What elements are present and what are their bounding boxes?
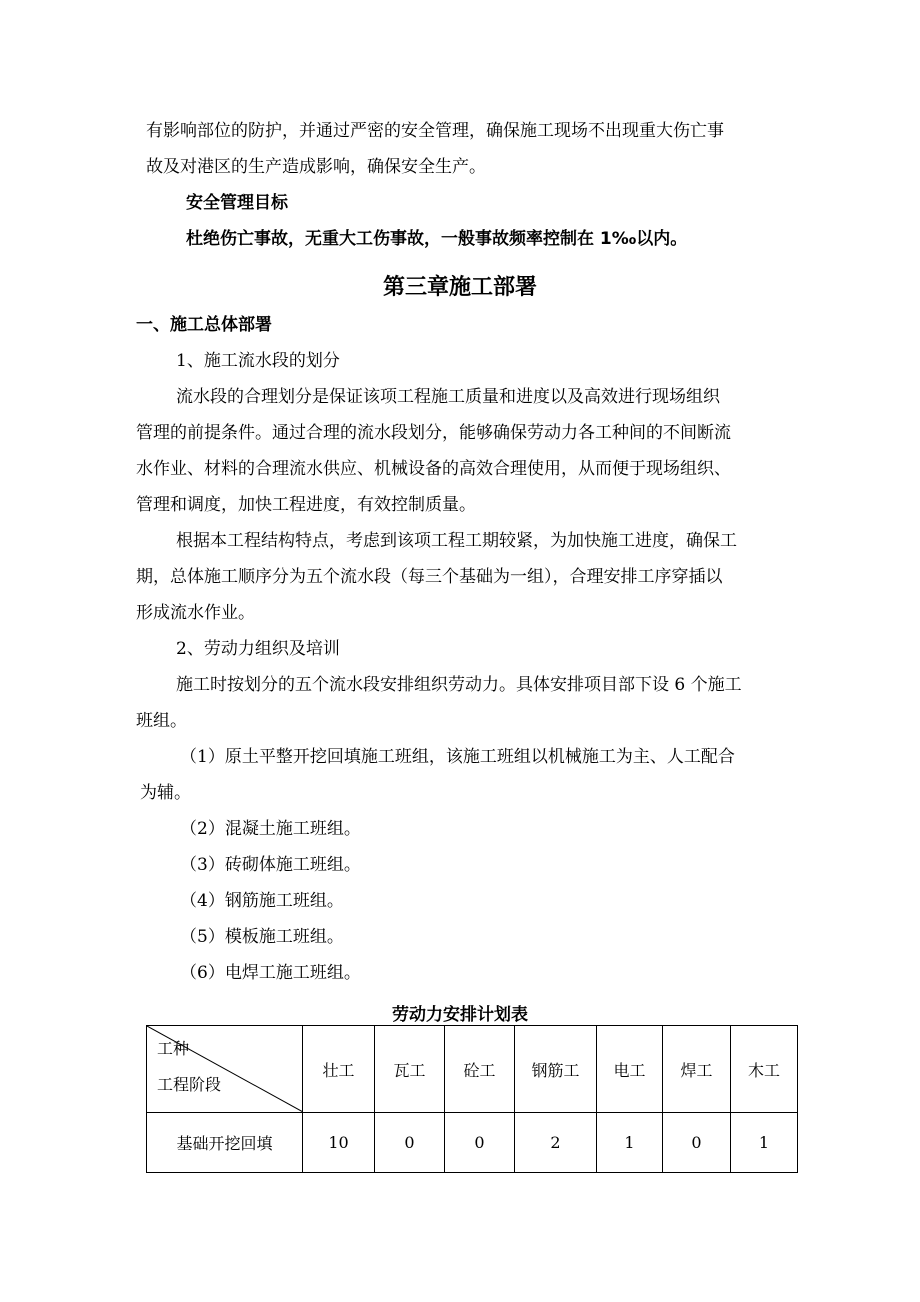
paragraph-line: 班组。 (136, 711, 187, 731)
column-header: 木工 (731, 1026, 798, 1113)
list-item: 为辅。 (140, 783, 191, 803)
table-cell: 0 (375, 1113, 445, 1173)
table-cell: 0 (445, 1113, 515, 1173)
corner-label-trade: 工种 (157, 1039, 190, 1058)
row-label: 基础开挖回填 (147, 1113, 303, 1173)
table-cell: 2 (515, 1113, 597, 1173)
paragraph-line: 根据本工程结构特点，考虑到该项工程工期较紧，为加快施工进度，确保工 (176, 531, 737, 551)
table-title: 劳动力安排计划表 (392, 1005, 528, 1025)
column-header: 壮工 (303, 1026, 375, 1113)
subsection-heading: 1、施工流水段的划分 (176, 351, 340, 371)
paragraph-line: 形成流水作业。 (136, 603, 255, 623)
column-header: 瓦工 (375, 1026, 445, 1113)
list-item: （3）砖砌体施工班组。 (180, 855, 361, 875)
paragraph-line: 有影响部位的防护，并通过严密的安全管理，确保施工现场不出现重大伤亡事 (146, 121, 724, 141)
table-cell: 1 (597, 1113, 663, 1173)
safety-heading: 安全管理目标 (186, 193, 288, 213)
paragraph-line: 水作业、材料的合理流水供应、机械设备的高效合理使用，从而便于现场组织、 (136, 459, 731, 479)
paragraph-line: 故及对港区的生产造成影响，确保安全生产。 (146, 157, 486, 177)
list-item: （5）模板施工班组。 (180, 927, 344, 947)
chapter-title: 第三章施工部署 (382, 275, 537, 300)
diagonal-header-cell (147, 1026, 303, 1113)
table-cell: 10 (303, 1113, 375, 1173)
paragraph-line: 管理的前提条件。通过合理的流水段划分，能够确保劳动力各工种间的不间断流 (136, 423, 731, 443)
paragraph-line: 管理和调度，加快工程进度，有效控制质量。 (136, 495, 476, 515)
table-header-row (147, 1026, 798, 1113)
corner-label-stage: 工程阶段 (157, 1075, 222, 1094)
list-item: （4）钢筋施工班组。 (180, 891, 344, 911)
list-item: （2）混凝土施工班组。 (180, 819, 361, 839)
paragraph-line: 施工时按划分的五个流水段安排组织劳动力。具体安排项目部下设 6 个施工 (176, 675, 742, 695)
paragraph-line: 期，总体施工顺序分为五个流水段（每三个基础为一组），合理安排工序穿插以 (136, 567, 723, 587)
section-heading: 一、施工总体部署 (136, 315, 272, 335)
paragraph-line: 流水段的合理划分是保证该项工程施工质量和进度以及高效进行现场组织 (176, 387, 720, 407)
safety-goal: 杜绝伤亡事故，无重大工伤事故，一般事故频率控制在 1‰以内。 (186, 229, 688, 249)
table-row (147, 1113, 798, 1173)
list-item: （6）电焊工施工班组。 (180, 963, 361, 983)
labor-plan-table (146, 1025, 798, 1173)
column-header: 电工 (597, 1026, 663, 1113)
column-header: 焊工 (663, 1026, 731, 1113)
table-cell: 1 (731, 1113, 798, 1173)
list-item: （1）原土平整开挖回填施工班组，该施工班组以机械施工为主、人工配合 (180, 747, 735, 767)
table-cell: 0 (663, 1113, 731, 1173)
column-header: 砼工 (445, 1026, 515, 1113)
column-header: 钢筋工 (515, 1026, 597, 1113)
subsection-heading: 2、劳动力组织及培训 (176, 639, 340, 659)
